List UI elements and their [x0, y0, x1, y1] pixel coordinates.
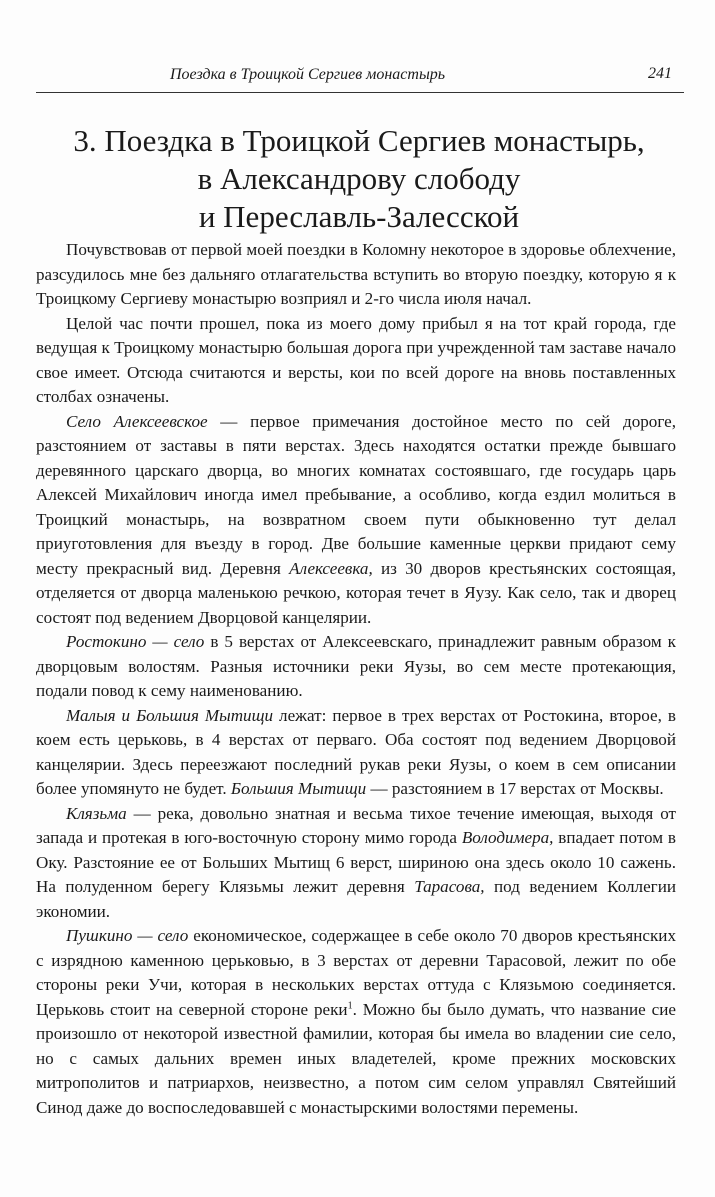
place-name: Большия Мытищи [230, 779, 367, 798]
paragraph [36, 802, 676, 925]
place-name: Малыя и Большия Мытищи [66, 705, 274, 725]
paragraph-text: . Можно бы было думать, что название сие произошло от некоторой известной фамилии, которая бы имела во владении сие село, но с самых дальних времен иных владетелей, кроме прежних московских митрополитов и патриархов, неизвестно, а потом сим селом управлял Святейший Синод даже до воспоследовавшей с монастырскими волостями перемены. [36, 999, 676, 1117]
paragraph-text: — река, довольно знатная и весьма тихое течение имеющая, выходя от запада и протекая в юго-восточную сторону мимо города [36, 803, 676, 847]
paragraph: Почувствовав от первой моей поездки в Коломну некоторое в здоровье облехчение, разсудилось мне без дальняго отлагательства вступить во вторую поездку, которую я к Троицкому Сергиеву монастырю возприял и 2-го числа июля начал. [36, 240, 676, 308]
paragraph: Целой час почти прошел, пока из моего дому прибыл я на тот край города, где ведущая к Троицкому монастырю большая дорога при учрежденной там заставе начало свое имеет. Отсюда считаются и версты, кои по всей дороге на вновь поставленных столбах означены. [36, 313, 676, 406]
page-number: 241 [648, 65, 672, 82]
paragraph-text: — разстоянием в 17 верстах от Москвы. [366, 779, 664, 798]
paragraph [36, 410, 676, 631]
place-name: Клязьма [66, 803, 127, 823]
paragraph-text: из 30 дворов крестьянских состоящая, отделяется от дворца маленькою речкою, которая течет в Яузу. Как село, так и дворец состоят под ведением Дворцовой канцелярии. [36, 558, 676, 627]
paragraph [36, 630, 676, 704]
title-line: в Александрову слободу [197, 161, 521, 196]
title-line: 3. Поездка в Троицкой Сергиев монастырь, [73, 123, 645, 158]
paragraph-text: впадает потом в Оку. Разстояние ее от Больших Мытищ 6 верст, шириною она здесь около 10 сажень. На полуденном берегу Клязьмы лежит деревня [36, 828, 676, 896]
paragraph-text: економическое, содержащее в себе около 70 дворов крестьянских с изрядною каменною церьковью, в 3 верстах от деревни Тарасовой, лежит по обе стороны реки Учи, которая в нескольких верстах оттуда с Клязьмою соединяется. Церьковь стоит на северной стороне реки [36, 926, 676, 1019]
chapter-title [28, 122, 690, 236]
header-rule [36, 92, 684, 93]
paragraph-text: — первое примечания достойное место по сей дороге, разстоянием от заставы в пяти верстах. Здесь находятся остатки прежде бывшаго деревянного царскаго дворца, во многих комнатах состоявшаго, где государь царь Алексей Михайлович иногда имел пребывание, а особливо, когда ездил молиться в Троицкий монастырь, на возвратном своем пути обыкновенно тут делал приуготовления для въезду в город. Две большие каменные церкви придают сему месту прекрасный вид. Деревня [36, 411, 676, 578]
place-name: Тарасова, [414, 877, 485, 896]
paragraph-text: в 5 верстах от Алексеевскаго, принадлежит равным образом к дворцовым волостям. Разныя источники реки Яузы, во сем месте протекающия, подали повод к сему наименованию. [36, 632, 676, 700]
title-line: и Переславль-Залесской [198, 199, 520, 234]
paragraph [36, 704, 676, 802]
footnote-marker[interactable]: 1 [347, 999, 353, 1011]
running-head: Поездка в Троицкой Сергиев монастырь [170, 66, 446, 83]
place-name: Ростокино — село [66, 632, 205, 651]
paragraph-text: лежат: первое в трех верстах от Ростокина, второе, в коем есть церьковь, в 4 верстах от перваго. Оба состоят под ведением Дворцовой канцелярии. Здесь переезжают последний рукав реки Яузы, о коем в сем описании более упомянуто не будет. [36, 705, 676, 798]
body-text [36, 238, 676, 1120]
place-name: Алексеевка, [289, 558, 373, 578]
paragraph [36, 924, 676, 1120]
place-name: Пушкино — село [66, 926, 189, 945]
place-name: Володимера, [461, 828, 554, 847]
paragraph-text: под ведением Коллегии экономии. [36, 877, 676, 921]
place-name: Село Алексеевское [66, 411, 208, 431]
